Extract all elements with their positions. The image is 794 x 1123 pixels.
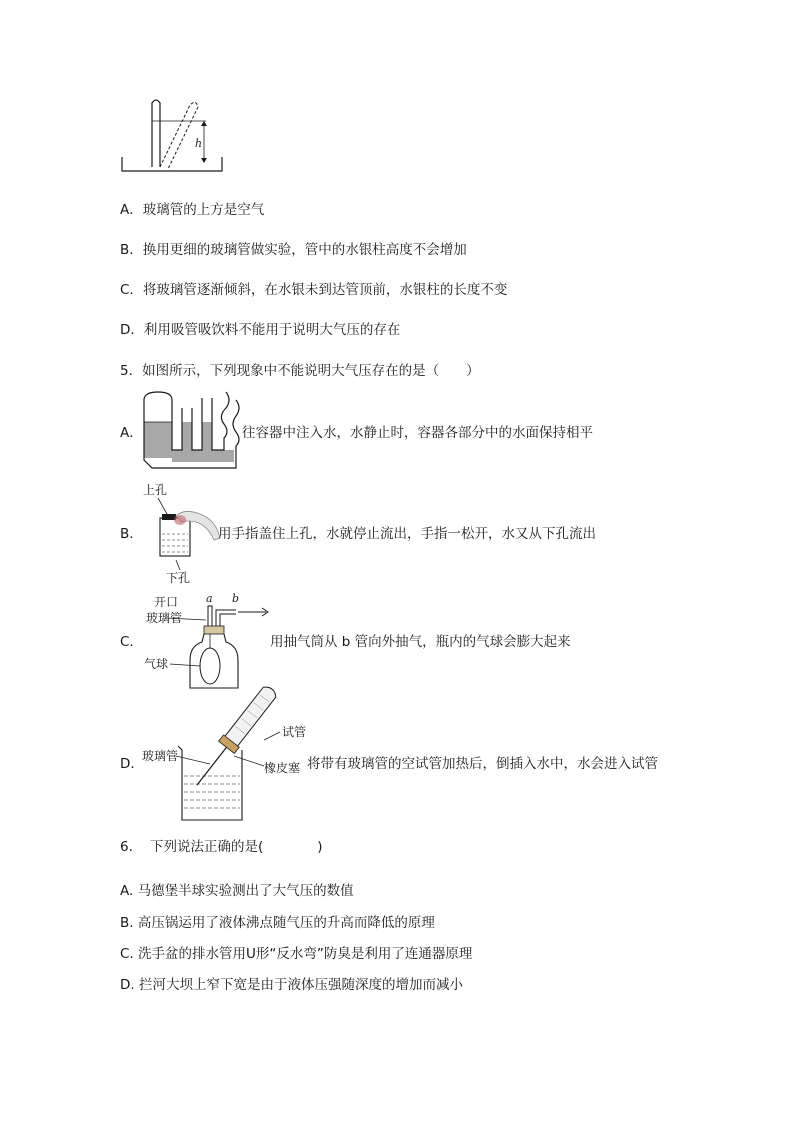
a-label: a [206,592,213,605]
q4-option-a: A．玻璃管的上方是空气 [120,202,265,218]
bottom-hole-label: 下孔 [166,571,191,585]
q5-option-a-text: 往容器中注入水，水静止时，容器各部分中的水面保持相平 [242,425,593,441]
q6-stem-number: 6. [120,839,133,855]
q4-option-c: C．将玻璃管逐渐倾斜，在水银未到达管顶前，水银柱的长度不变 [120,282,508,298]
q6-option-d: D. 拦河大坝上窄下宽是由于液体压强随深度的增加而减小 [120,977,463,993]
balloon-label: 气球 [144,657,169,671]
q5-option-a-letter: A． [120,425,143,441]
test-tube-label: 试管 [282,725,307,739]
q6-option-b: B. 高压锅运用了液体沸点随气压的升高而降低的原理 [120,915,435,931]
h-label: h [195,137,203,150]
q5-option-b-letter: B． [120,526,143,542]
q6-option-c: C. 洗手盆的排水管用U形“反水弯”防臭是利用了连通器原理 [120,946,473,962]
test-tube-beaker-figure [140,690,310,830]
stopper-label: 橡皮塞 [264,761,301,775]
glass-tube-label-d: 玻璃管 [142,749,179,763]
q5-option-c-text: 用抽气筒从 b 管向外抽气，瓶内的气球会膨大起来 [270,634,571,650]
glass-tube-label-c: 玻璃管 [146,611,183,625]
top-hole-label: 上孔 [143,483,168,497]
q6-stem: 下列说法正确的是( ) [150,839,323,855]
bottle-holes-figure [140,480,230,586]
q6-option-a: A. 马德堡半球实验测出了大气压的数值 [120,883,354,899]
q5-stem: 5．如图所示，下列现象中不能说明大气压存在的是（ ） [120,363,480,379]
q4-option-d: D．利用吸管吸饮料不能用于说明大气压的存在 [120,322,401,338]
q5-option-b-text: 用手指盖住上孔，水就停止流出，手指一松开，水又从下孔流出 [218,526,596,542]
torricelli-figure [118,95,228,175]
b-label: b [232,592,240,605]
balloon-bottle-figure [140,590,275,690]
q5-option-c-letter: C． [120,634,143,650]
open-label: 开口 [154,595,179,609]
q4-option-b: B．换用更细的玻璃管做实验，管中的水银柱高度不会增加 [120,242,467,258]
connected-vessels-figure [138,388,243,474]
q5-option-d-text: 将带有玻璃管的空试管加热后，倒插入水中，水会进入试管 [307,756,658,772]
q5-option-d-letter: D． [120,756,144,772]
